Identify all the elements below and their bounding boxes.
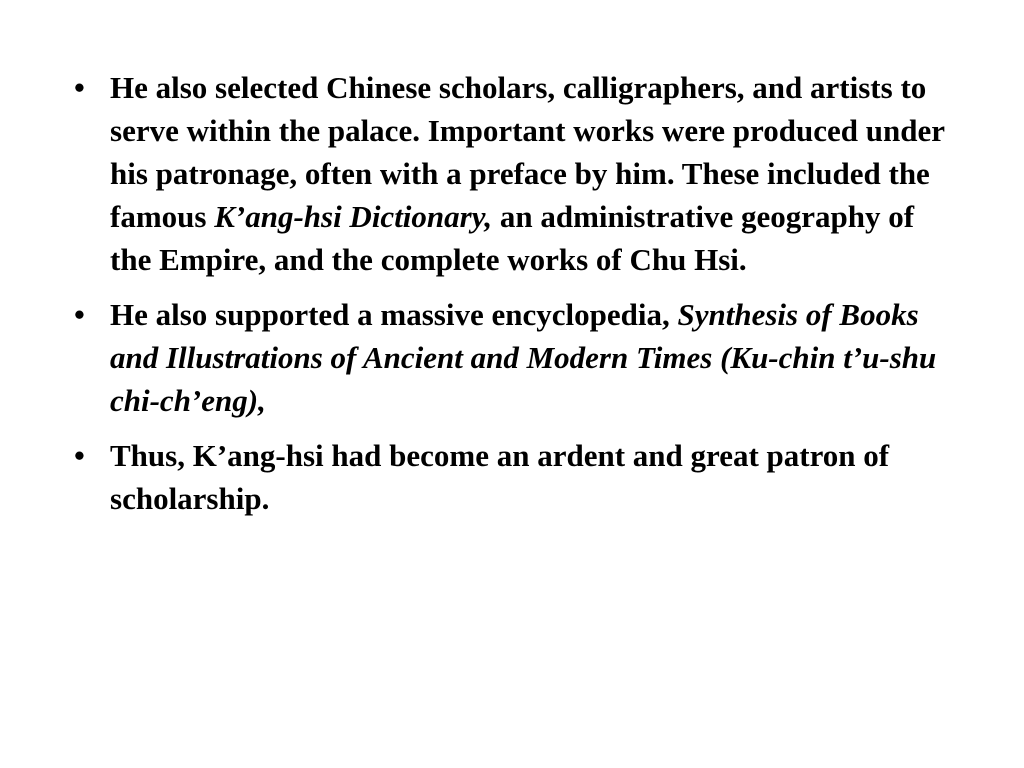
bullet-item [70, 66, 950, 281]
book-title: Synthesis of Books and Illustrations of Ancient and Modern Times (Ku-chin t’u-shu chi-ch’eng), [110, 297, 937, 418]
bullet-text: an administrative geography of the Empire, and the complete works of Chu Hsi. [110, 199, 915, 277]
book-title: K’ang-hsi Dictionary, [214, 199, 493, 234]
bullet-item [70, 293, 950, 422]
bullet-text: Thus, K’ang-hsi had become an ardent and great patron of scholarship. [110, 438, 890, 516]
bullet-list [70, 66, 950, 532]
bullet-marker: • [74, 297, 85, 332]
bullet-text: He also supported a massive encyclopedia, [110, 297, 678, 332]
bullet-marker: • [74, 438, 85, 473]
bullet-item [70, 434, 950, 520]
bullet-marker: • [74, 70, 85, 105]
bullet-text: He also selected Chinese scholars, calligraphers, and artists to serve within the palace. Important works were produced under his patronage, often with a preface by him. These included the famous [110, 70, 945, 234]
